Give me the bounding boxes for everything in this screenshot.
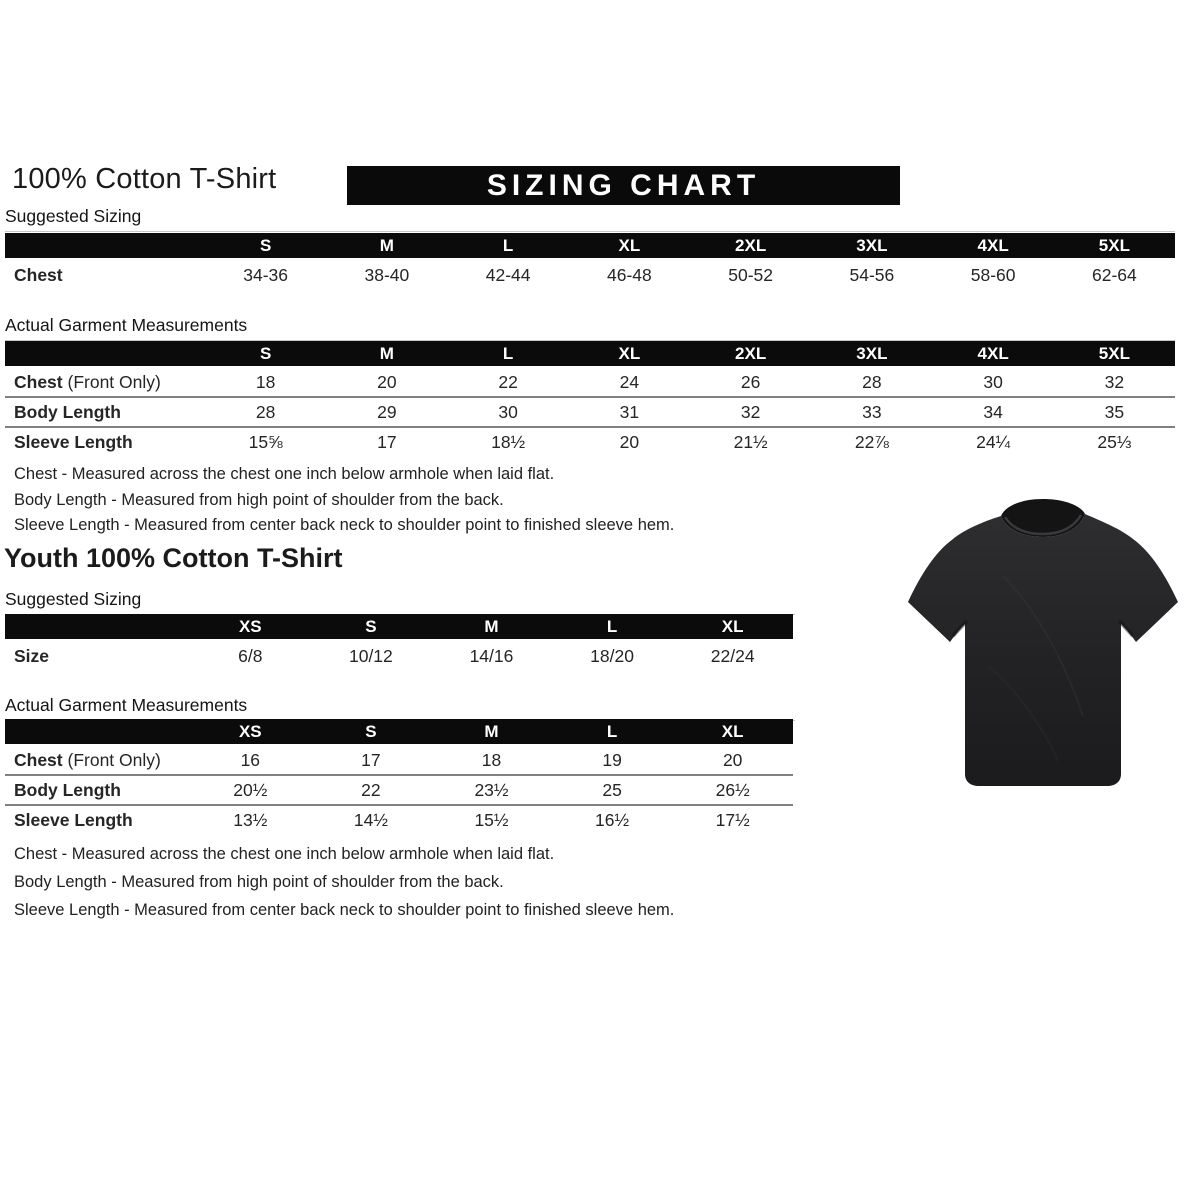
cell-value: 17½ bbox=[715, 809, 750, 830]
table-header-row bbox=[5, 719, 793, 744]
row-label: Chest (Front Only) bbox=[14, 749, 161, 770]
youth-suggested-sizing-table bbox=[5, 614, 793, 672]
cell-value: 29 bbox=[377, 401, 397, 422]
cell-value: 34 bbox=[983, 401, 1003, 422]
cell-value: 22⅞ bbox=[854, 431, 889, 452]
cell-value: 38-40 bbox=[364, 265, 410, 285]
column-header-xs: XS bbox=[238, 616, 262, 636]
note-chest: Chest - Measured across the chest one inch below armhole when laid flat. bbox=[14, 845, 555, 863]
column-header-l: L bbox=[606, 616, 618, 636]
row-label: Chest (Front Only) bbox=[14, 371, 161, 392]
column-header-l: L bbox=[606, 721, 618, 741]
cell-value: 30 bbox=[498, 401, 518, 422]
cell-value: 18 bbox=[255, 371, 276, 392]
page-title: 100% Cotton T-Shirt bbox=[12, 163, 277, 195]
table-row bbox=[5, 260, 1175, 291]
cell-value: 16 bbox=[240, 749, 261, 770]
table-row bbox=[5, 368, 1175, 396]
cell-value: 26½ bbox=[715, 779, 750, 800]
cell-value: 23½ bbox=[474, 779, 509, 800]
table-row bbox=[5, 426, 1175, 456]
cell-value: 15½ bbox=[474, 809, 509, 830]
cell-value: 17 bbox=[377, 431, 397, 452]
column-header-m: M bbox=[484, 721, 499, 741]
cell-value: 24¼ bbox=[976, 431, 1011, 452]
column-header-s: S bbox=[365, 616, 377, 636]
banner-label: SIZING CHART bbox=[486, 168, 761, 202]
cell-value: 54-56 bbox=[849, 265, 895, 285]
cell-value: 16½ bbox=[595, 809, 630, 830]
cell-value: 15⅝ bbox=[248, 431, 283, 452]
youth-actual-measurements-label: Actual Garment Measurements bbox=[5, 695, 795, 721]
row-label: Body Length bbox=[14, 779, 121, 800]
column-header-l: L bbox=[502, 343, 514, 363]
cell-value: 18½ bbox=[491, 431, 526, 452]
cell-value: 14/16 bbox=[469, 646, 514, 666]
table-row bbox=[5, 746, 793, 774]
cell-value: 25 bbox=[602, 779, 622, 800]
column-header-m: M bbox=[379, 235, 394, 255]
cell-value: 14½ bbox=[353, 809, 388, 830]
cell-value: 32 bbox=[1104, 371, 1125, 392]
table-header-row bbox=[5, 614, 793, 639]
note-body-length: Body Length - Measured from high point of shoulder from the back. bbox=[14, 873, 504, 891]
black-tshirt-photo bbox=[893, 486, 1193, 806]
cell-value: 46-48 bbox=[606, 265, 652, 285]
cell-value: 50-52 bbox=[728, 265, 773, 285]
youth-section-title: Youth 100% Cotton T-Shirt bbox=[4, 543, 343, 573]
cell-value: 35 bbox=[1104, 401, 1125, 422]
cell-value: 31 bbox=[619, 401, 640, 422]
row-label: Chest bbox=[14, 265, 63, 285]
column-header-m: M bbox=[379, 343, 394, 363]
column-header-4xl: 4XL bbox=[977, 235, 1009, 255]
column-header-s: S bbox=[365, 721, 377, 741]
cell-value: 21½ bbox=[733, 431, 768, 452]
cell-value: 28 bbox=[255, 401, 276, 422]
column-header-3xl: 3XL bbox=[856, 235, 888, 255]
cell-value: 20 bbox=[722, 749, 743, 770]
cell-value: 28 bbox=[862, 371, 882, 392]
column-header-3xl: 3XL bbox=[856, 343, 888, 363]
cell-value: 22 bbox=[498, 371, 518, 392]
cell-value: 33 bbox=[862, 401, 882, 422]
cell-value: 18 bbox=[481, 749, 502, 770]
cell-value: 25⅓ bbox=[1097, 431, 1132, 452]
cell-value: 58-60 bbox=[970, 265, 1016, 285]
cell-value: 19 bbox=[602, 749, 622, 770]
youth-actual-measurements-table bbox=[5, 719, 793, 834]
adult-measurement-notes bbox=[14, 462, 674, 539]
adult-actual-measurements-label: Actual Garment Measurements bbox=[5, 315, 1175, 341]
cell-value: 22 bbox=[361, 779, 381, 800]
cell-value: 62-64 bbox=[1091, 265, 1137, 285]
cell-value: 13½ bbox=[233, 809, 268, 830]
note-body-length: Body Length - Measured from high point of shoulder from the back. bbox=[14, 490, 504, 509]
row-label: Sleeve Length bbox=[14, 431, 133, 452]
note-sleeve-length: Sleeve Length - Measured from center back neck to shoulder point to finished sleeve hem. bbox=[14, 516, 675, 534]
table-header-row bbox=[5, 233, 1175, 258]
row-label: Size bbox=[14, 646, 50, 666]
youth-suggested-sizing-label: Suggested Sizing bbox=[5, 589, 795, 615]
column-header-l: L bbox=[502, 235, 514, 255]
column-header-m: M bbox=[484, 616, 499, 636]
column-header-s: S bbox=[259, 343, 272, 363]
column-header-5xl: 5XL bbox=[1098, 343, 1130, 363]
table-row bbox=[5, 774, 793, 804]
cell-value: 42-44 bbox=[485, 265, 531, 285]
cell-value: 26 bbox=[740, 371, 761, 392]
row-label: Body Length bbox=[14, 401, 121, 422]
cell-value: 24 bbox=[619, 371, 640, 392]
cell-value: 20 bbox=[377, 371, 397, 392]
note-sleeve-length: Sleeve Length - Measured from center back neck to shoulder point to finished sleeve hem. bbox=[14, 901, 675, 919]
column-header-xl: XL bbox=[721, 616, 744, 636]
cell-value: 6/8 bbox=[238, 646, 263, 666]
column-header-xl: XL bbox=[618, 235, 641, 255]
tshirt-body bbox=[908, 514, 1178, 786]
column-header-2xl: 2XL bbox=[735, 343, 767, 363]
cell-value: 30 bbox=[983, 371, 1003, 392]
table-row bbox=[5, 641, 793, 672]
youth-measurement-notes bbox=[14, 840, 674, 924]
column-header-xl: XL bbox=[618, 343, 641, 363]
cell-value: 34-36 bbox=[243, 265, 288, 285]
column-header-xs: XS bbox=[238, 721, 262, 741]
adult-actual-measurements-table bbox=[5, 341, 1175, 456]
sizing-chart-banner bbox=[347, 166, 900, 205]
cell-value: 10/12 bbox=[348, 646, 393, 666]
column-header-2xl: 2XL bbox=[735, 235, 767, 255]
note-chest: Chest - Measured across the chest one inch below armhole when laid flat. bbox=[14, 465, 555, 483]
table-row bbox=[5, 396, 1175, 426]
column-header-5xl: 5XL bbox=[1098, 235, 1130, 255]
adult-suggested-sizing-table bbox=[5, 233, 1175, 291]
column-header-s: S bbox=[259, 235, 272, 255]
column-header-xl: XL bbox=[721, 721, 744, 741]
cell-value: 32 bbox=[740, 401, 761, 422]
row-label: Sleeve Length bbox=[14, 809, 133, 830]
tshirt-image bbox=[893, 486, 1193, 806]
cell-value: 22/24 bbox=[710, 646, 755, 666]
column-header-4xl: 4XL bbox=[977, 343, 1009, 363]
table-row bbox=[5, 804, 793, 834]
cell-value: 18/20 bbox=[590, 646, 634, 666]
cell-value: 17 bbox=[361, 749, 381, 770]
cell-value: 20½ bbox=[233, 779, 268, 800]
table-header-row bbox=[5, 341, 1175, 366]
cell-value: 20 bbox=[619, 431, 640, 452]
adult-suggested-sizing-label: Suggested Sizing bbox=[5, 206, 1175, 232]
